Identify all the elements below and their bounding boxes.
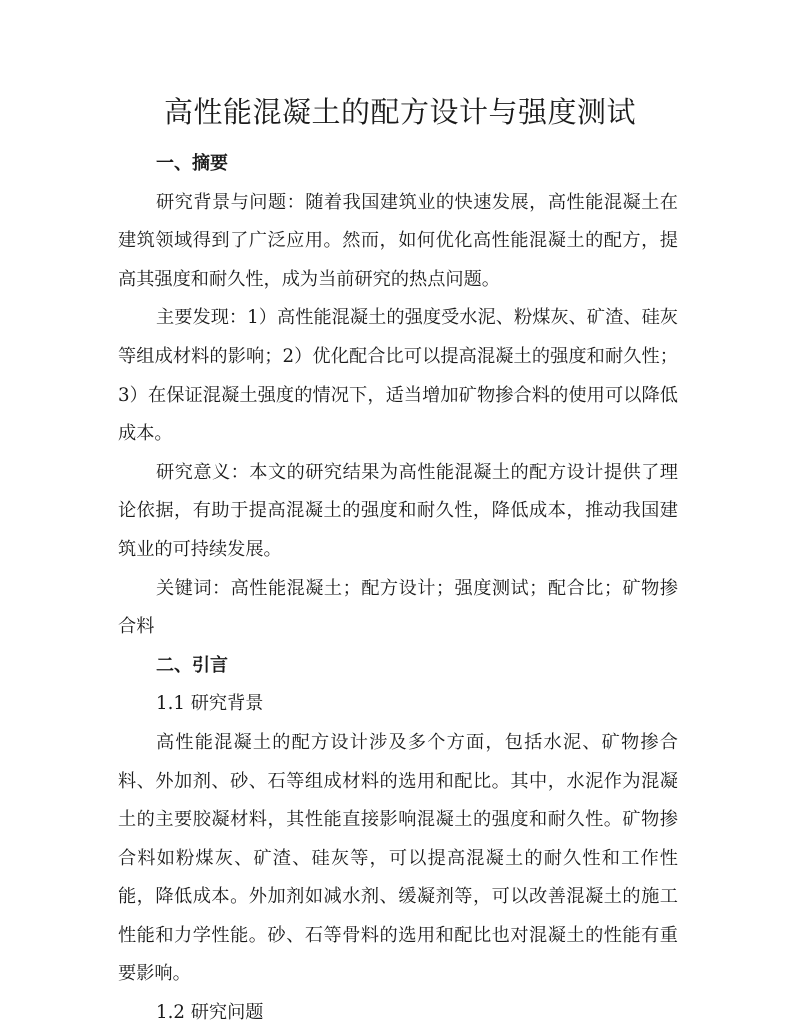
document-title: 高性能混凝土的配方设计与强度测试 — [163, 95, 636, 129]
section-heading-introduction: 二、引言 — [156, 654, 228, 676]
document-body — [118, 145, 678, 1033]
subsection-heading-research-questions: 1.2 研究问题 — [156, 1002, 264, 1024]
abstract-keywords-paragraph: 关键词：高性能混凝土；配方设计；强度测试；配合比；矿物掺合料 — [118, 577, 678, 638]
abstract-background-paragraph: 研究背景与问题：随着我国建筑业的快速发展，高性能混凝土在建筑领域得到了广泛应用。然而，如何优化高性能混凝土的配方，提高其强度和耐久性，成为当前研究的热点问题。 — [118, 191, 678, 290]
subsection-heading-research-background: 1.1 研究背景 — [156, 693, 264, 715]
abstract-significance-paragraph: 研究意义：本文的研究结果为高性能混凝土的配方设计提供了理论依据，有助于提高混凝土的强度和耐久性，降低成本，推动我国建筑业的可持续发展。 — [118, 461, 678, 560]
section-heading-abstract: 一、摘要 — [156, 153, 228, 174]
abstract-findings-paragraph: 主要发现：1）高性能混凝土的强度受水泥、粉煤灰、矿渣、硅灰等组成材料的影响；2）优化配合比可以提高混凝土的强度和耐久性；3）在保证混凝土强度的情况下，适当增加矿物掺合料的使用可以降低成本。 — [118, 307, 678, 445]
research-background-paragraph: 高性能混凝土的配方设计涉及多个方面，包括水泥、矿物掺合料、外加剂、砂、石等组成材料的选用和配比。其中，水泥作为混凝土的主要胶凝材料，其性能直接影响混凝土的强度和耐久性。矿物掺合料如粉煤灰、矿渣、硅灰等，可以提高混凝土的耐久性和工作性能，降低成本。外加剂如减水剂、缓凝剂等，可以改善混凝土的施工性能和力学性能。砂、石等骨料的选用和配比也对混凝土的性能有重要影响。 — [118, 731, 678, 985]
